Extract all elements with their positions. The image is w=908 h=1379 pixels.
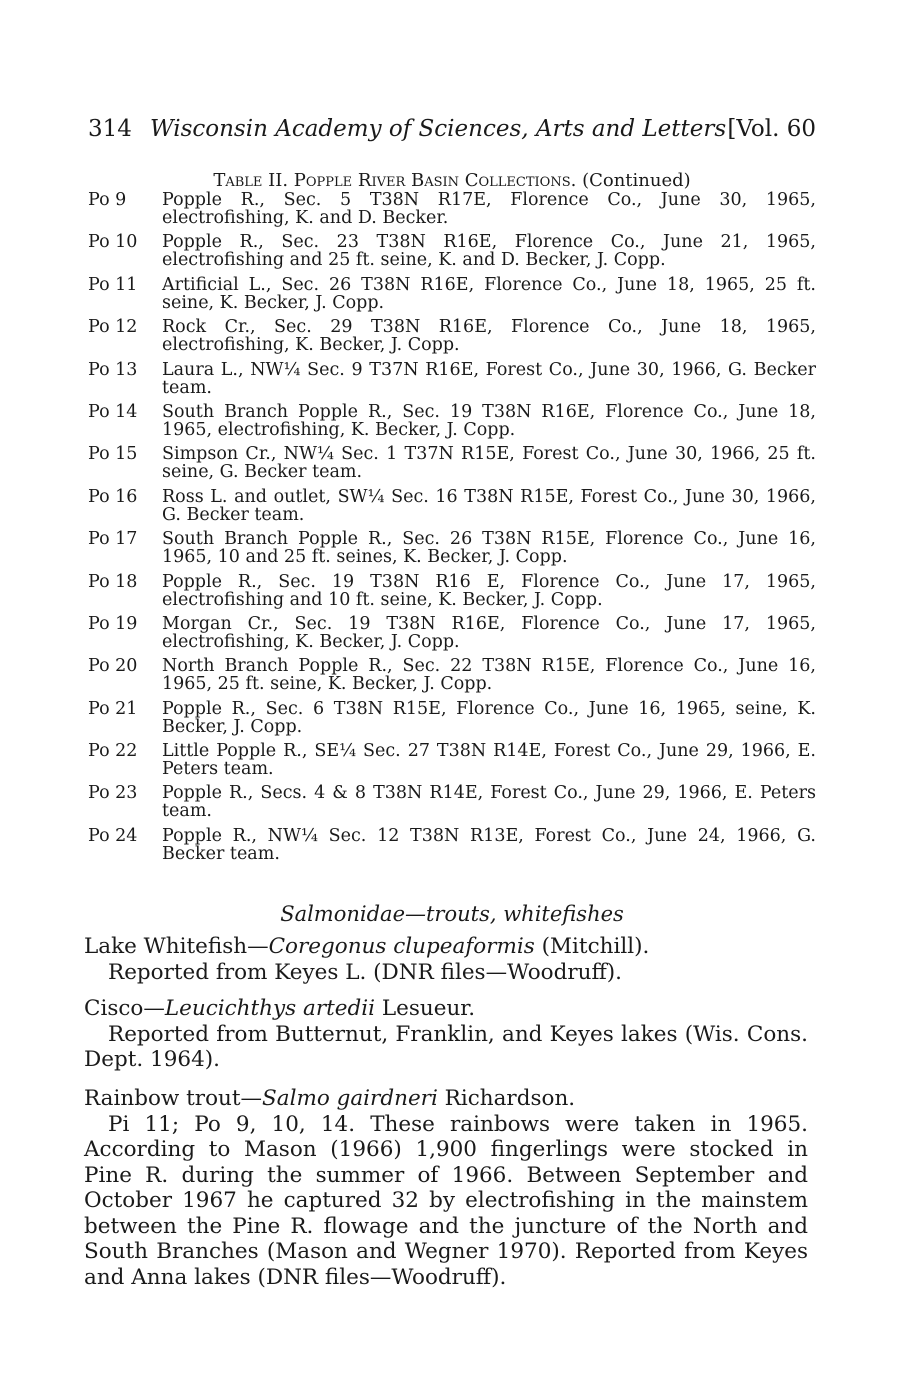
running-head bbox=[88, 116, 816, 146]
species-author: (Mitchill). bbox=[534, 934, 650, 959]
station-id: Po 24 bbox=[88, 825, 138, 846]
species-account bbox=[84, 996, 808, 1073]
collection-entry bbox=[88, 700, 816, 742]
collection-entry bbox=[88, 784, 816, 826]
station-id: Po 9 bbox=[88, 190, 127, 210]
station-id: Po 21 bbox=[88, 698, 138, 719]
species-name bbox=[84, 1086, 808, 1112]
station-description: Rock Cr., Sec. 29 T38N R16E, Florence Co., June 18, 1965, electrofishing, K. Becker, J. Copp. bbox=[162, 317, 816, 356]
table-label: Table II. bbox=[213, 170, 289, 191]
common-name: Lake Whitefish— bbox=[84, 934, 269, 959]
station-id: Po 16 bbox=[88, 486, 138, 507]
section-heading: Salmonidae—trouts, whitefishes bbox=[280, 902, 624, 926]
species-account bbox=[84, 1086, 808, 1290]
station-description: Morgan Cr., Sec. 19 T38N R16E, Florence Co., June 17, 1965, electrofishing, K. Becker, J. Copp. bbox=[162, 613, 816, 652]
station-id: Po 20 bbox=[88, 656, 138, 677]
station-description: Popple R., NW¼ Sec. 12 T38N R13E, Forest Co., June 24, 1966, G. Becker team. bbox=[162, 825, 816, 864]
station-id: Po 14 bbox=[88, 401, 138, 422]
species-note: Reported from Keyes L. (DNR files—Woodruff). bbox=[108, 959, 622, 985]
collection-entry bbox=[88, 276, 816, 318]
table-caption: Popple River Basin Collections. bbox=[293, 170, 577, 191]
station-id: Po 13 bbox=[88, 359, 138, 380]
collection-entry bbox=[88, 445, 816, 487]
collection-entry bbox=[88, 403, 816, 445]
station-id: Po 17 bbox=[88, 529, 138, 550]
station-description: Simpson Cr., NW¼ Sec. 1 T37N R15E, Forest Co., June 30, 1966, 25 ft. seine, G. Becker team. bbox=[162, 444, 816, 483]
scientific-name: Leucichthys artedii bbox=[164, 996, 375, 1021]
station-description: Artificial L., Sec. 26 T38N R16E, Florence Co., June 18, 1965, 25 ft. seine, K. Becker, J. Copp. bbox=[162, 274, 816, 313]
collection-list bbox=[88, 191, 816, 869]
station-id: Po 23 bbox=[88, 783, 138, 804]
station-description: Popple R., Sec. 19 T38N R16 E, Florence Co., June 17, 1965, electrofishing and 10 ft. seine, K. Becker, J. Copp. bbox=[162, 571, 816, 610]
station-id: Po 10 bbox=[88, 232, 138, 253]
station-description: South Branch Popple R., Sec. 26 T38N R15E, Florence Co., June 16, 1965, 10 and 25 ft. seines, K. Becker, J. Copp. bbox=[162, 529, 816, 568]
species-note: Reported from Butternut, Franklin, and Keyes lakes (Wis. Cons. Dept. 1964). bbox=[84, 1021, 808, 1072]
collection-entry bbox=[88, 361, 816, 403]
species-author: Richardson. bbox=[437, 1086, 576, 1111]
collection-entry bbox=[88, 615, 816, 657]
collection-entry bbox=[88, 318, 816, 360]
species-name bbox=[84, 934, 808, 960]
station-description: Little Popple R., SE¼ Sec. 27 T38N R14E, Forest Co., June 29, 1966, E. Peters team. bbox=[162, 741, 816, 780]
collection-entry bbox=[88, 191, 816, 233]
station-description: South Branch Popple R., Sec. 19 T38N R16E, Florence Co., June 18, 1965, electrofishing, K. Becker, J. Copp. bbox=[162, 401, 816, 440]
station-id: Po 22 bbox=[88, 741, 138, 762]
species-author: Lesueur. bbox=[375, 996, 476, 1021]
collection-entry bbox=[88, 488, 816, 530]
species-account bbox=[84, 934, 808, 985]
page-number: 314 bbox=[88, 116, 132, 142]
journal-title: Wisconsin Academy of Sciences, Arts and Letters bbox=[150, 116, 727, 142]
station-description: Popple R., Sec. 23 T38N R16E, Florence Co., June 21, 1965, electrofishing and 25 ft. seine, K. and D. Becker, J. Copp. bbox=[162, 232, 816, 271]
station-description: Popple R., Sec. 5 T38N R17E, Florence Co., June 30, 1965, electrofishing, K. and D. Becker. bbox=[162, 190, 816, 228]
collection-entry bbox=[88, 530, 816, 572]
station-id: Po 12 bbox=[88, 317, 138, 338]
table-continued: (Continued) bbox=[582, 170, 691, 191]
table-title bbox=[88, 170, 816, 191]
collection-entry bbox=[88, 657, 816, 699]
station-description: Popple R., Secs. 4 & 8 T38N R14E, Forest Co., June 29, 1966, E. Peters team. bbox=[162, 783, 816, 822]
station-id: Po 18 bbox=[88, 571, 138, 592]
collection-entry bbox=[88, 233, 816, 275]
station-description: Popple R., Sec. 6 T38N R15E, Florence Co., June 16, 1965, seine, K. Becker, J. Copp. bbox=[162, 698, 816, 737]
collection-entry bbox=[88, 827, 816, 869]
volume-label: [Vol. 60 bbox=[727, 116, 816, 142]
species-name bbox=[84, 996, 808, 1022]
station-description: Laura L., NW¼ Sec. 9 T37N R16E, Forest Co., June 30, 1966, G. Becker team. bbox=[162, 359, 816, 398]
common-name: Cisco— bbox=[84, 996, 165, 1021]
station-id: Po 19 bbox=[88, 613, 138, 634]
station-description: North Branch Popple R., Sec. 22 T38N R15E, Florence Co., June 16, 1965, 25 ft. seine, K. Becker, J. Copp. bbox=[162, 656, 816, 695]
scientific-name: Salmo gairdneri bbox=[262, 1086, 438, 1111]
collection-entry bbox=[88, 742, 816, 784]
station-id: Po 11 bbox=[88, 274, 138, 295]
station-id: Po 15 bbox=[88, 444, 138, 465]
species-note: Pi 11; Po 9, 10, 14. These rainbows were taken in 1965. According to Mason (1966) 1,900 fingerlings were stocked in Pine R. during the summer of 1966. Between September and October 1967 he captured 32 by electrofishing in the mainstem between the Pine R. flowage and the juncture of the North and South Branches (Mason and Wegner 1970). Reported from Keyes and Anna lakes (DNR files—Woodruff). bbox=[84, 1111, 808, 1290]
scientific-name: Coregonus clupeaformis bbox=[268, 934, 535, 959]
station-description: Ross L. and outlet, SW¼ Sec. 16 T38N R15E, Forest Co., June 30, 1966, G. Becker team. bbox=[162, 486, 816, 525]
common-name: Rainbow trout— bbox=[84, 1086, 263, 1111]
collection-entry bbox=[88, 573, 816, 615]
